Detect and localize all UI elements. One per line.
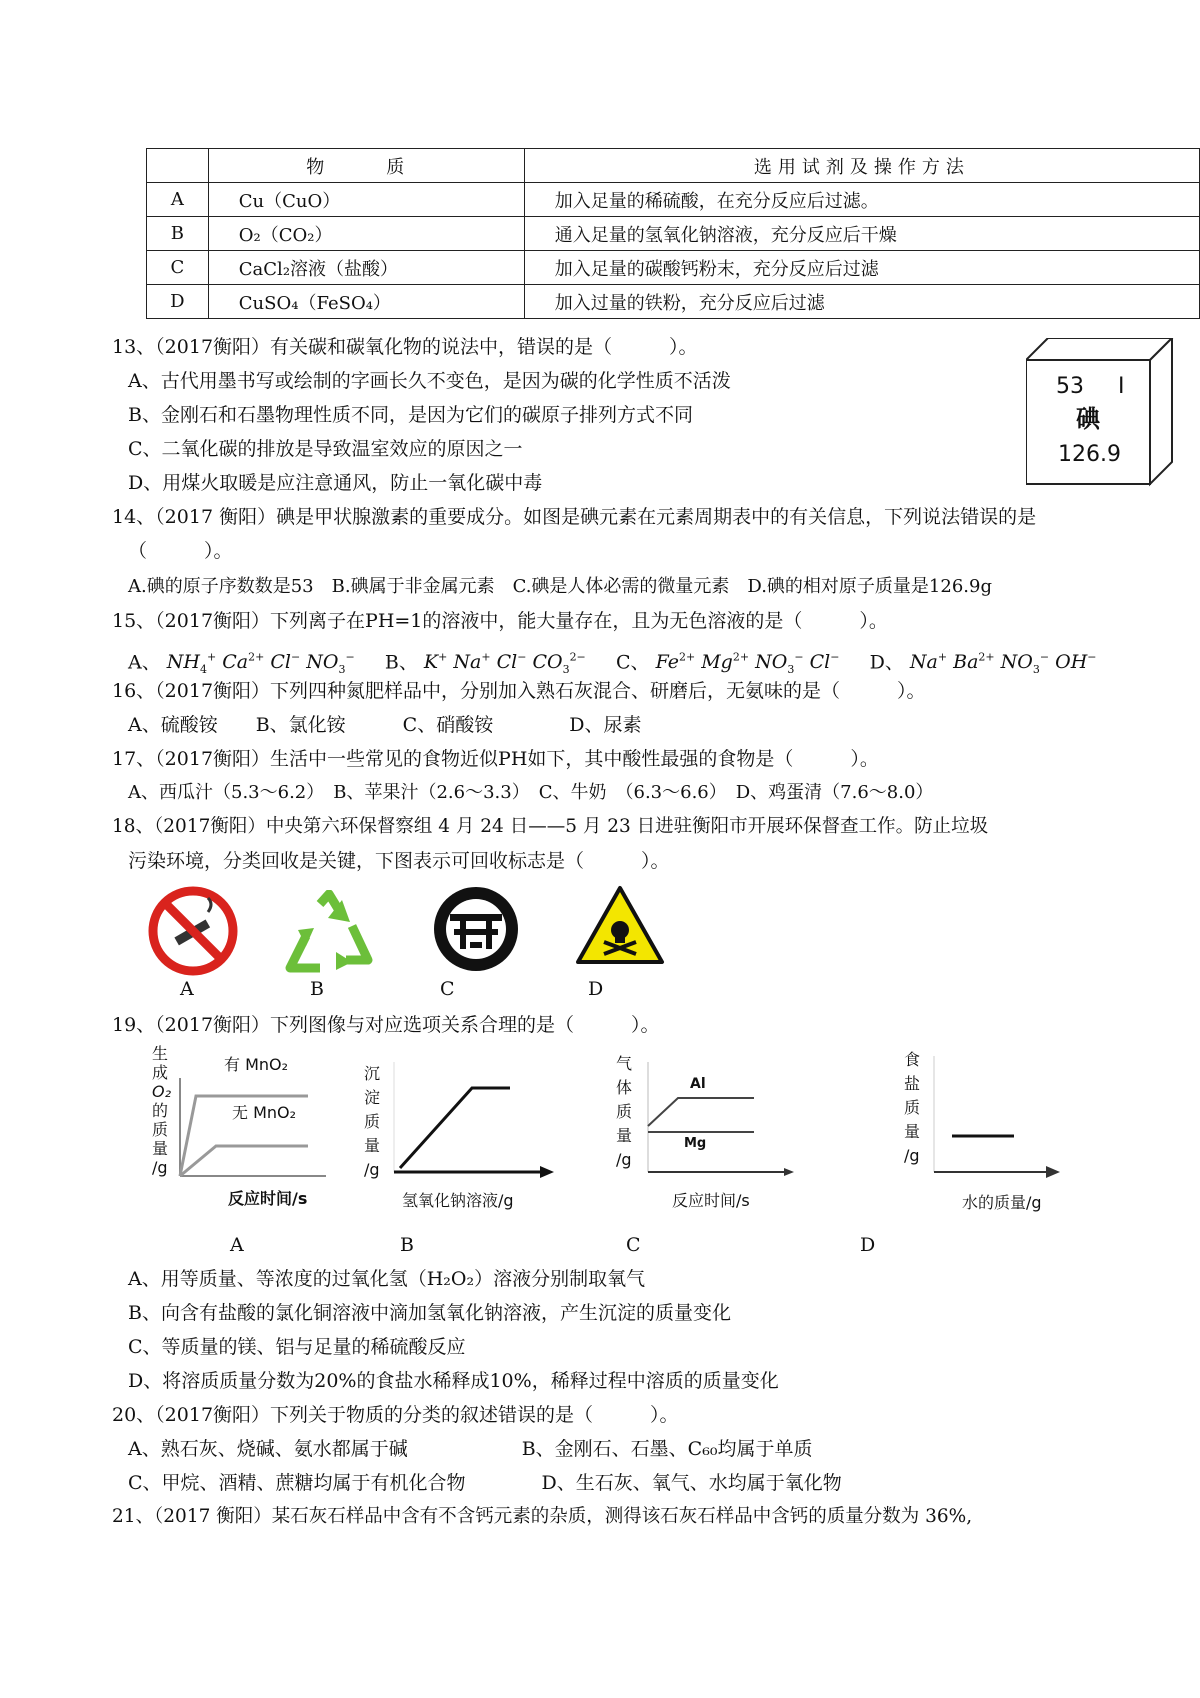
q18-stem: 18、（2017衡阳）中央第六环保督察组 4 月 24 日——5 月 23 日进驻衡阳市开展环保督查工作。防止垃圾 bbox=[112, 816, 989, 837]
table-header-method: 选用试剂及操作方法 bbox=[524, 149, 1199, 183]
q14-stem: 14、（2017 衡阳）碘是甲状腺激素的重要成分。如图是碘元素在元素周期表中的有关信息，下列说法错误的是 bbox=[112, 506, 1037, 528]
q15-ions-d: Na+ $Ba^{2+}$ $NO_3^-$ OH− bbox=[909, 651, 1097, 677]
q13-option-a: A、古代用墨书写或绘制的字画长久不变色，是因为碳的化学性质不活泼 bbox=[128, 370, 731, 392]
row-substance: CaCl₂溶液（盐酸） bbox=[208, 251, 524, 285]
graph-c-xlabel: 反应时间/s bbox=[672, 1191, 750, 1210]
table-row bbox=[147, 285, 1200, 319]
graph-d-ylabel: 食 盐 质 量 /g bbox=[904, 1050, 921, 1165]
sign-label-a: A bbox=[180, 978, 194, 1000]
graph-a-curve1-label: 有 MnO₂ bbox=[224, 1055, 289, 1074]
q19-option-b: B、向含有盐酸的氯化铜溶液中滴加氢氧化钠溶液，产生沉淀的质量变化 bbox=[128, 1302, 731, 1324]
row-label: B bbox=[147, 217, 209, 251]
graph-a-ylabel: 生 成 O₂ 的 质 量 /g bbox=[152, 1044, 172, 1177]
reagent-table bbox=[146, 148, 1200, 319]
q13-stem: 13、（2017衡阳）有关碳和碳氧化物的说法中，错误的是（ ）。 bbox=[112, 336, 698, 358]
element-number: 53 bbox=[1056, 374, 1084, 399]
q13-option-b: B、金刚石和石墨物理性质不同，是因为它们的碳原子排列方式不同 bbox=[128, 404, 693, 426]
table-header-substance: 物 质 bbox=[208, 149, 524, 183]
q16-options: A、硫酸铵 B、氯化铵 C、硝酸铵 D、尿素 bbox=[128, 714, 642, 736]
q19-option-a: A、用等质量、等浓度的过氧化氢（H₂O₂）溶液分别制取氧气 bbox=[128, 1268, 646, 1290]
row-method: 通入足量的氢氧化钠溶液，充分反应后干燥 bbox=[524, 217, 1199, 251]
q19-option-d: D、将溶质质量分数为20%的食盐水稀释成10%，稀释过程中溶质的质量变化 bbox=[128, 1370, 779, 1392]
graph-label-d: D bbox=[860, 1234, 876, 1256]
q15-ions-c: $Fe^{2+}$ $Mg^{2+}$ $NO_3^-$ Cl− bbox=[655, 651, 840, 677]
element-mass: 126.9 bbox=[1058, 442, 1121, 467]
q15-label-d: D、 bbox=[869, 651, 904, 674]
graph-a-curve2-label: 无 MnO₂ bbox=[232, 1103, 297, 1122]
sign-label-c: C bbox=[440, 978, 455, 1000]
recycle-sign-icon bbox=[284, 890, 374, 980]
q19-option-c: C、等质量的镁、铝与足量的稀硫酸反应 bbox=[128, 1336, 466, 1358]
toxic-warning-sign-icon bbox=[574, 884, 666, 970]
iodine-element-cell bbox=[1026, 338, 1176, 494]
element-symbol: I bbox=[1118, 374, 1125, 399]
graph-label-a: A bbox=[230, 1234, 244, 1256]
table-header-blank bbox=[147, 149, 209, 183]
row-label: A bbox=[147, 183, 209, 217]
row-method: 加入足量的碳酸钙粉末，充分反应后过滤 bbox=[524, 251, 1199, 285]
graph-b-xlabel: 氢氧化钠溶液/g bbox=[402, 1191, 514, 1210]
q18-stem-cont: 污染环境，分类回收是关键，下图表示可回收标志是（ ）。 bbox=[128, 850, 670, 872]
q14-options: A.碘的原子序数数是53 B.碘属于非金属元素 C.碘是人体必需的微量元素 D.碘的相对原子质量是126.9g bbox=[128, 576, 992, 597]
water-saving-sign-icon bbox=[430, 882, 522, 980]
q13-option-c: C、二氧化碳的排放是导致温室效应的原因之一 bbox=[128, 438, 523, 460]
q15-label-a: A、 bbox=[128, 651, 161, 674]
graph-c-curve2-label: Mg bbox=[684, 1136, 707, 1151]
q15-label-b: B、 bbox=[384, 651, 418, 674]
graph-b bbox=[360, 1052, 560, 1222]
sign-label-b: B bbox=[310, 978, 324, 1000]
table-header-row bbox=[147, 149, 1200, 183]
q20-options-row2: C、甲烷、酒精、蔗糖均属于有机化合物 D、生石灰、氧气、水均属于氧化物 bbox=[128, 1472, 842, 1494]
table-row bbox=[147, 217, 1200, 251]
table-row bbox=[147, 183, 1200, 217]
row-label: D bbox=[147, 285, 209, 319]
no-smoking-sign-icon bbox=[148, 886, 238, 980]
graph-d-xlabel: 水的质量/g bbox=[962, 1193, 1042, 1212]
sign-label-d: D bbox=[588, 978, 604, 1000]
row-label: C bbox=[147, 251, 209, 285]
graph-c-ylabel: 气 体 质 量 /g bbox=[616, 1054, 633, 1169]
q15-ions-a: $NH_4^+$ $Ca^{2+}$ Cl− $NO_3^-$ bbox=[166, 651, 355, 677]
graph-c bbox=[610, 1052, 800, 1222]
q17-stem: 17、（2017衡阳）生活中一些常见的食物近似PH如下，其中酸性最强的食物是（ ）。 bbox=[112, 748, 879, 770]
q16-stem: 16、（2017衡阳）下列四种氮肥样品中，分别加入熟石灰混合、研磨后，无氨味的是（ ）。 bbox=[112, 680, 926, 702]
q21-stem: 21、（2017 衡阳）某石灰石样品中含有不含钙元素的杂质，测得该石灰石样品中含钙的质量分数为 36%, bbox=[112, 1506, 973, 1527]
row-method: 加入足量的稀硫酸，在充分反应后过滤。 bbox=[524, 183, 1199, 217]
q19-stem: 19、（2017衡阳）下列图像与对应选项关系合理的是（ ）。 bbox=[112, 1014, 660, 1036]
q15-ions-b: K+ Na+ Cl− $CO_3^{2-}$ bbox=[423, 651, 586, 677]
q13-option-d: D、用煤火取暖是应注意通风，防止一氧化碳中毒 bbox=[128, 472, 543, 494]
graph-d bbox=[896, 1048, 1076, 1218]
graph-a-xlabel: 反应时间/s bbox=[228, 1189, 308, 1208]
graph-c-curve1-label: Al bbox=[690, 1076, 706, 1092]
q17-options: A、西瓜汁（5.3～6.2） B、苹果汁（2.6～3.3） C、牛奶 （6.3～6.6） D、鸡蛋清（7.6～8.0） bbox=[128, 782, 934, 803]
table-row bbox=[147, 251, 1200, 285]
q20-options-row1: A、熟石灰、烧碱、氨水都属于碱 B、金刚石、石墨、C₆₀均属于单质 bbox=[128, 1438, 813, 1460]
q15-label-c: C、 bbox=[615, 651, 650, 674]
element-name: 碘 bbox=[1076, 405, 1100, 433]
q14-stem-cont: （ ）。 bbox=[128, 540, 233, 562]
row-substance: O₂（CO₂） bbox=[208, 217, 524, 251]
graph-label-c: C bbox=[626, 1234, 641, 1256]
q15-stem: 15、（2017衡阳）下列离子在PH=1的溶液中，能大量存在，且为无色溶液的是（ ）。 bbox=[112, 610, 888, 632]
row-method: 加入过量的铁粉，充分反应后过滤 bbox=[524, 285, 1199, 319]
row-substance: Cu（CuO） bbox=[208, 183, 524, 217]
graph-b-ylabel: 沉 淀 质 量 /g bbox=[364, 1064, 381, 1179]
graph-a bbox=[146, 1044, 336, 1214]
graph-label-b: B bbox=[400, 1234, 414, 1256]
row-substance: CuSO₄（FeSO₄） bbox=[208, 285, 524, 319]
q20-stem: 20、（2017衡阳）下列关于物质的分类的叙述错误的是（ ）。 bbox=[112, 1404, 679, 1426]
